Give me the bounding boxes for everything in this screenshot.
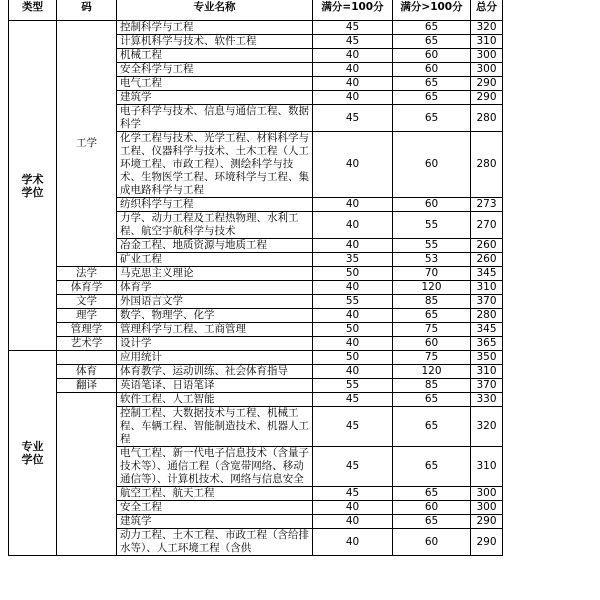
total-cell: 270 xyxy=(471,212,503,239)
header-type: 类型 xyxy=(9,0,57,21)
score-a-cell: 40 xyxy=(313,501,393,515)
score-b-cell: 120 xyxy=(393,365,471,379)
score-b-cell: 65 xyxy=(393,77,471,91)
table-row xyxy=(9,337,503,351)
discipline-cell: 法学 xyxy=(57,267,117,281)
table-row xyxy=(9,21,503,35)
score-a-cell: 40 xyxy=(313,63,393,77)
major-cell: 矿业工程 xyxy=(117,253,313,267)
discipline-cell: 管理学 xyxy=(57,323,117,337)
score-a-cell: 40 xyxy=(313,132,393,198)
total-cell: 280 xyxy=(471,309,503,323)
table-row xyxy=(9,323,503,337)
score-a-cell: 45 xyxy=(313,447,393,487)
discipline-cell: 体育 xyxy=(57,365,117,379)
total-cell: 320 xyxy=(471,407,503,447)
table-body xyxy=(9,21,503,556)
total-cell: 345 xyxy=(471,267,503,281)
academic-type-cell: 学术 学位 xyxy=(9,21,57,351)
score-b-cell: 60 xyxy=(393,63,471,77)
major-cell: 电气工程、新一代电子信息技术（含量子技术等）、通信工程（含宽带网络、移动通信等）、计算机技术、网络与信息安全 xyxy=(117,447,313,487)
discipline-cell: 文学 xyxy=(57,295,117,309)
score-b-cell: 65 xyxy=(393,515,471,529)
score-b-cell: 65 xyxy=(393,309,471,323)
score-a-cell: 55 xyxy=(313,379,393,393)
header-major: 专业名称 xyxy=(117,0,313,21)
major-cell: 控制科学与工程 xyxy=(117,21,313,35)
table-row xyxy=(9,309,503,323)
professional-type-cell: 专业 学位 xyxy=(9,351,57,556)
score-b-cell: 65 xyxy=(393,35,471,49)
table-row xyxy=(9,379,503,393)
major-cell: 机械工程 xyxy=(117,49,313,63)
score-b-cell: 53 xyxy=(393,253,471,267)
header-score-b: 满分>100分 xyxy=(393,0,471,21)
total-cell: 370 xyxy=(471,295,503,309)
total-cell: 350 xyxy=(471,351,503,365)
major-cell: 控制工程、大数据技术与工程、机械工程、车辆工程、智能制造技术、机器人工程 xyxy=(117,407,313,447)
score-a-cell: 45 xyxy=(313,393,393,407)
total-cell: 310 xyxy=(471,365,503,379)
major-cell: 软件工程、人工智能 xyxy=(117,393,313,407)
major-cell: 冶金工程、地质资源与地质工程 xyxy=(117,239,313,253)
discipline-cell: 翻译 xyxy=(57,379,117,393)
score-a-cell: 40 xyxy=(313,309,393,323)
total-cell: 300 xyxy=(471,63,503,77)
score-a-cell: 40 xyxy=(313,212,393,239)
score-b-cell: 70 xyxy=(393,267,471,281)
score-b-cell: 75 xyxy=(393,351,471,365)
score-a-cell: 45 xyxy=(313,487,393,501)
major-cell: 数学、物理学、化学 xyxy=(117,309,313,323)
score-b-cell: 120 xyxy=(393,281,471,295)
score-b-cell: 60 xyxy=(393,501,471,515)
score-b-cell: 65 xyxy=(393,447,471,487)
total-cell: 280 xyxy=(471,132,503,198)
table-row xyxy=(9,393,503,407)
table-row xyxy=(9,267,503,281)
total-cell: 310 xyxy=(471,281,503,295)
score-b-cell: 60 xyxy=(393,198,471,212)
major-cell: 安全科学与工程 xyxy=(117,63,313,77)
total-cell: 273 xyxy=(471,198,503,212)
score-b-cell: 65 xyxy=(393,91,471,105)
score-b-cell: 65 xyxy=(393,21,471,35)
major-cell: 应用统计 xyxy=(117,351,313,365)
total-cell: 300 xyxy=(471,49,503,63)
major-cell: 力学、动力工程及工程热物理、水利工程、航空宇航科学与技术 xyxy=(117,212,313,239)
major-cell: 安全工程 xyxy=(117,501,313,515)
discipline-cell: 工学 xyxy=(57,21,117,267)
score-a-cell: 40 xyxy=(313,515,393,529)
total-cell: 290 xyxy=(471,529,503,556)
score-b-cell: 55 xyxy=(393,212,471,239)
score-a-cell: 40 xyxy=(313,239,393,253)
score-a-cell: 40 xyxy=(313,365,393,379)
total-cell: 300 xyxy=(471,501,503,515)
total-cell: 345 xyxy=(471,323,503,337)
score-b-cell: 55 xyxy=(393,239,471,253)
table-row xyxy=(9,281,503,295)
header-row xyxy=(9,0,503,21)
header-score-a: 满分=100分 xyxy=(313,0,393,21)
score-b-cell: 75 xyxy=(393,323,471,337)
major-cell: 计算机科学与技术、软件工程 xyxy=(117,35,313,49)
score-a-cell: 40 xyxy=(313,281,393,295)
discipline-cell: 艺术学 xyxy=(57,337,117,351)
total-cell: 320 xyxy=(471,21,503,35)
score-a-cell: 55 xyxy=(313,295,393,309)
score-b-cell: 60 xyxy=(393,529,471,556)
major-cell: 建筑学 xyxy=(117,91,313,105)
major-cell: 电气工程 xyxy=(117,77,313,91)
table-row xyxy=(9,365,503,379)
major-cell: 体育教学、运动训练、社会体育指导 xyxy=(117,365,313,379)
table-row xyxy=(9,351,503,365)
score-b-cell: 60 xyxy=(393,337,471,351)
major-cell: 管理科学与工程、工商管理 xyxy=(117,323,313,337)
major-cell: 设计学 xyxy=(117,337,313,351)
discipline-cell: 体育学 xyxy=(57,281,117,295)
score-a-cell: 45 xyxy=(313,105,393,132)
score-b-cell: 85 xyxy=(393,379,471,393)
discipline-cell xyxy=(57,393,117,556)
header-total: 总分 xyxy=(471,0,503,21)
score-a-cell: 40 xyxy=(313,337,393,351)
discipline-cell xyxy=(57,351,117,365)
score-b-cell: 65 xyxy=(393,105,471,132)
major-cell: 化学工程与技术、光学工程、材料科学与工程、仪器科学与技术、土木工程（人工环境工程、市政工程）、测绘科学与技术、生物医学工程、环境科学与工程、集成电路科学与工程 xyxy=(117,132,313,198)
header-discipline-code: 码 xyxy=(57,0,117,21)
score-a-cell: 45 xyxy=(313,407,393,447)
major-cell: 建筑学 xyxy=(117,515,313,529)
major-cell: 电子科学与技术、信息与通信工程、数据科学 xyxy=(117,105,313,132)
major-cell: 纺织科学与工程 xyxy=(117,198,313,212)
score-b-cell: 60 xyxy=(393,49,471,63)
score-b-cell: 65 xyxy=(393,393,471,407)
score-a-cell: 40 xyxy=(313,529,393,556)
score-a-cell: 40 xyxy=(313,77,393,91)
major-cell: 动力工程、土木工程、市政工程（含给排水等）、人工环境工程（含供 xyxy=(117,529,313,556)
total-cell: 290 xyxy=(471,77,503,91)
total-cell: 365 xyxy=(471,337,503,351)
total-cell: 330 xyxy=(471,393,503,407)
score-a-cell: 50 xyxy=(313,267,393,281)
score-b-cell: 65 xyxy=(393,487,471,501)
major-cell: 英语笔译、日语笔译 xyxy=(117,379,313,393)
major-cell: 马克思主义理论 xyxy=(117,267,313,281)
major-cell: 航空工程、航天工程 xyxy=(117,487,313,501)
score-table xyxy=(8,0,503,556)
score-a-cell: 35 xyxy=(313,253,393,267)
score-b-cell: 65 xyxy=(393,407,471,447)
total-cell: 260 xyxy=(471,239,503,253)
score-a-cell: 45 xyxy=(313,35,393,49)
major-cell: 体育学 xyxy=(117,281,313,295)
discipline-cell: 理学 xyxy=(57,309,117,323)
total-cell: 280 xyxy=(471,105,503,132)
table-row xyxy=(9,295,503,309)
score-a-cell: 40 xyxy=(313,198,393,212)
total-cell: 260 xyxy=(471,253,503,267)
total-cell: 370 xyxy=(471,379,503,393)
score-a-cell: 50 xyxy=(313,323,393,337)
score-b-cell: 85 xyxy=(393,295,471,309)
total-cell: 310 xyxy=(471,35,503,49)
score-a-cell: 40 xyxy=(313,91,393,105)
score-a-cell: 45 xyxy=(313,21,393,35)
score-b-cell: 60 xyxy=(393,132,471,198)
total-cell: 290 xyxy=(471,515,503,529)
major-cell: 外国语言文学 xyxy=(117,295,313,309)
total-cell: 290 xyxy=(471,91,503,105)
score-a-cell: 50 xyxy=(313,351,393,365)
score-a-cell: 40 xyxy=(313,49,393,63)
total-cell: 300 xyxy=(471,487,503,501)
total-cell: 310 xyxy=(471,447,503,487)
